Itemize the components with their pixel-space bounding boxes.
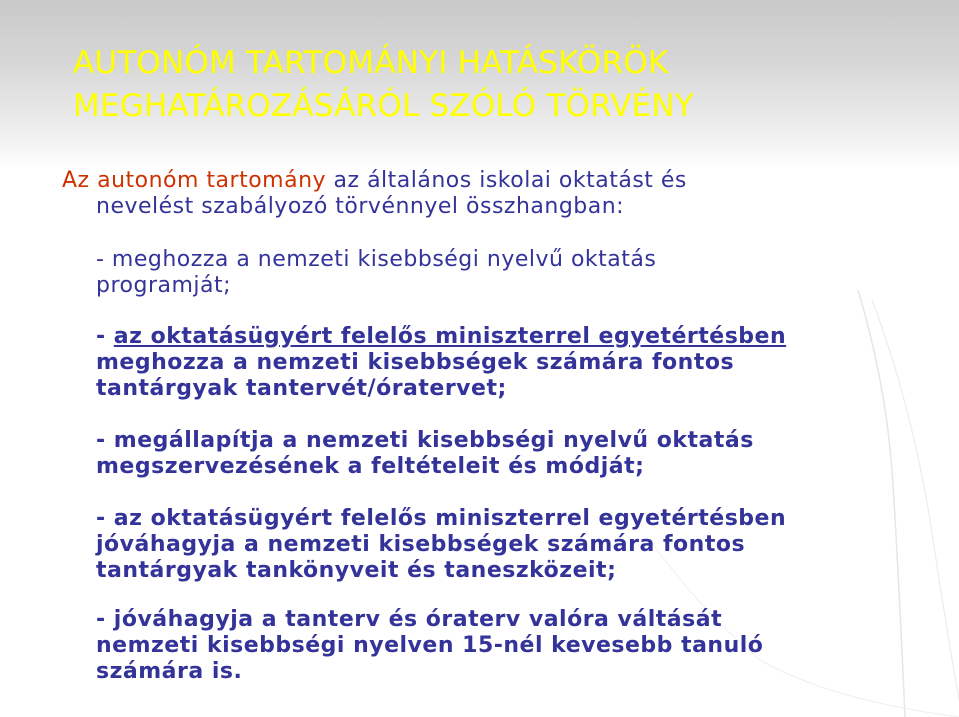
item-4-line-1: - az oktatásügyért felelős miniszterrel egyetértésben (96, 506, 787, 531)
list-item-3 (96, 428, 946, 480)
intro-lead: Az autonóm tartomány (62, 168, 327, 193)
intro-paragraph (62, 168, 942, 220)
list-item-2 (96, 324, 946, 402)
item-5-line-3: számára is. (96, 659, 243, 684)
item-2-line-2: meghozza a nemzeti kisebbségek számára fontos (96, 350, 735, 375)
list-item-5 (96, 607, 946, 685)
intro-line-1 (62, 168, 942, 194)
item-4-line-3: tantárgyak tankönyveit és taneszközeit; (96, 558, 617, 583)
item-2-underlined: az oktatásügyért felelős miniszterrel egyetértésben (113, 324, 787, 349)
item-2-prefix: - (96, 324, 114, 349)
title-line-1: AUTONÓM TARTOMÁNYI HATÁSKÖRÖK (73, 45, 669, 81)
item-3-line-2: megszervezésének a feltételeit és módját; (96, 454, 645, 479)
item-2-line-3: tantárgyak tantervét/óratervet; (96, 376, 507, 401)
list-item-1 (96, 247, 946, 299)
item-1-line-1: - meghozza a nemzeti kisebbségi nyelvű oktatás (96, 247, 657, 272)
title-line-2: MEGHATÁROZÁSÁRÓL SZÓLÓ TÖRVÉNY (73, 88, 694, 124)
item-5-line-1: - jóváhagyja a tanterv és óraterv valóra váltását (96, 607, 723, 632)
item-5-line-2: nemzeti kisebbségi nyelven 15-nél kevesebb tanuló (96, 633, 764, 658)
item-3-line-1: - megállapítja a nemzeti kisebbségi nyelvű oktatás (96, 428, 754, 453)
item-1-line-2: programját; (96, 273, 232, 298)
item-4-line-2: jóváhagyja a nemzeti kisebbségek számára fontos (96, 532, 746, 557)
list-item-4 (96, 506, 946, 584)
intro-line-2: nevelést szabályozó törvénnyel összhangban: (96, 194, 625, 219)
item-2-line-1 (96, 324, 946, 350)
intro-rest: az általános iskolai oktatást és (326, 168, 687, 193)
